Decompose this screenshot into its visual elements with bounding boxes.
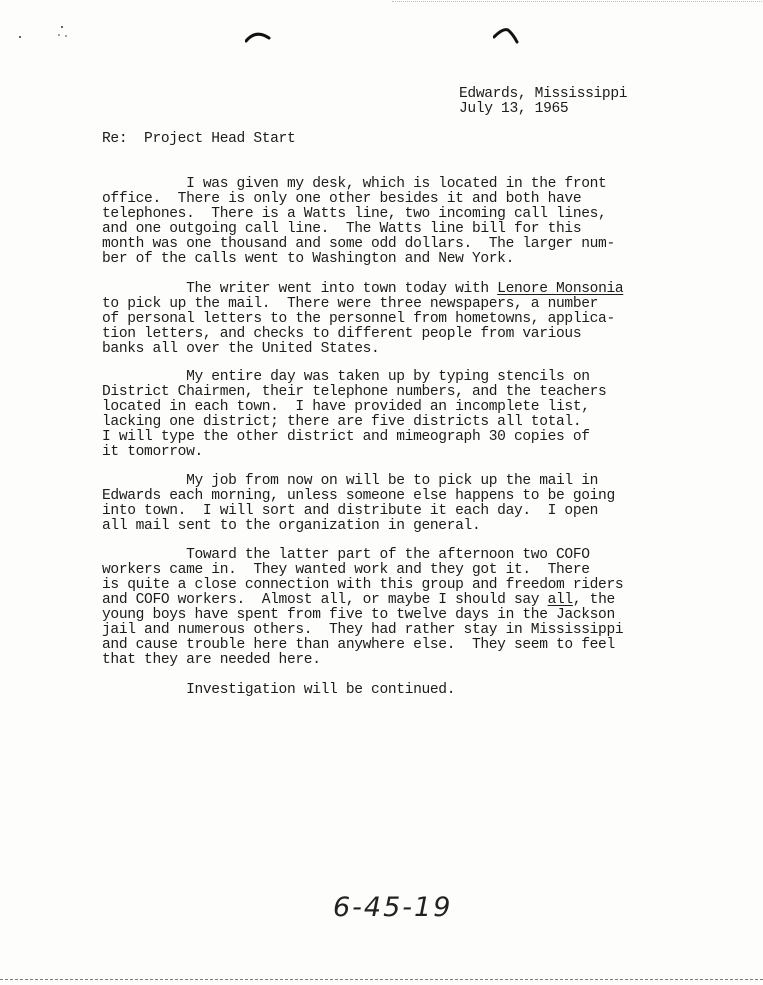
text-line: of personal letters to the personnel from hometowns, applica-	[102, 311, 615, 327]
header-place: Edwards, Mississippi	[459, 86, 628, 102]
text-line: I will type the other district and mimeograph 30 copies of	[102, 429, 590, 445]
text-line: office. There is only one other besides it and both have	[102, 191, 582, 207]
text-segment: and COFO workers. Almost all, or maybe I should say	[102, 592, 548, 608]
text-line: month was one thousand and some odd dollars. The larger num-	[102, 236, 615, 252]
text-line: jail and numerous others. They had rather stay in Mississippi	[102, 622, 624, 638]
closing-line: Investigation will be continued.	[102, 682, 456, 698]
text-line: My job from now on will be to pick up the mail in	[102, 473, 599, 489]
text-line: I was given my desk, which is located in the front	[102, 176, 607, 192]
text-line: My entire day was taken up by typing stencils on	[102, 369, 590, 385]
text-line: into town. I will sort and distribute it each day. I open	[102, 503, 599, 519]
text-line: ber of the calls went to Washington and New York.	[102, 251, 514, 267]
text-line: to pick up the mail. There were three newspapers, a number	[102, 296, 599, 312]
text-line: telephones. There is a Watts line, two incoming call lines,	[102, 206, 607, 222]
text-line	[102, 593, 615, 608]
underlined-name: Lenore Monsonia	[497, 281, 624, 297]
subject-line: Re: Project Head Start	[102, 131, 296, 147]
text-line: all mail sent to the organization in general.	[102, 518, 481, 534]
top-edge-scan-artifact	[392, 1, 762, 4]
text-line: Toward the latter part of the afternoon two COFO	[102, 547, 590, 563]
text-segment: , the	[572, 592, 615, 608]
scan-mark-left	[14, 24, 74, 44]
underlined-word: all	[547, 592, 573, 608]
text-line: that they are needed here.	[102, 652, 321, 668]
hole-punch-mark-1	[245, 30, 271, 44]
text-line: District Chairmen, their telephone numbers, and the teachers	[102, 384, 607, 400]
handwritten-file-number: 6-45-19	[333, 892, 453, 923]
text-line: workers came in. They wanted work and they got it. There	[102, 562, 590, 578]
text-line: young boys have spent from five to twelve days in the Jackson	[102, 607, 615, 623]
text-line: located in each town. I have provided an incomplete list,	[102, 399, 590, 415]
text-line: tion letters, and checks to different people from various	[102, 326, 582, 342]
hole-punch-mark-2	[493, 28, 519, 46]
text-segment: The writer went into town today with	[102, 281, 498, 297]
bottom-edge-scan-artifact	[0, 979, 763, 983]
text-line: lacking one district; there are five districts all total.	[102, 414, 582, 430]
header-date: July 13, 1965	[459, 101, 569, 117]
text-line: is quite a close connection with this group and freedom riders	[102, 577, 624, 593]
text-line: and one outgoing call line. The Watts line bill for this	[102, 221, 582, 237]
text-line: and cause trouble here than anywhere else. They seem to feel	[102, 637, 615, 653]
text-line	[102, 282, 623, 297]
text-line: banks all over the United States.	[102, 341, 380, 357]
text-line: Edwards each morning, unless someone else happens to be going	[102, 488, 615, 504]
text-line: it tomorrow.	[102, 444, 203, 460]
